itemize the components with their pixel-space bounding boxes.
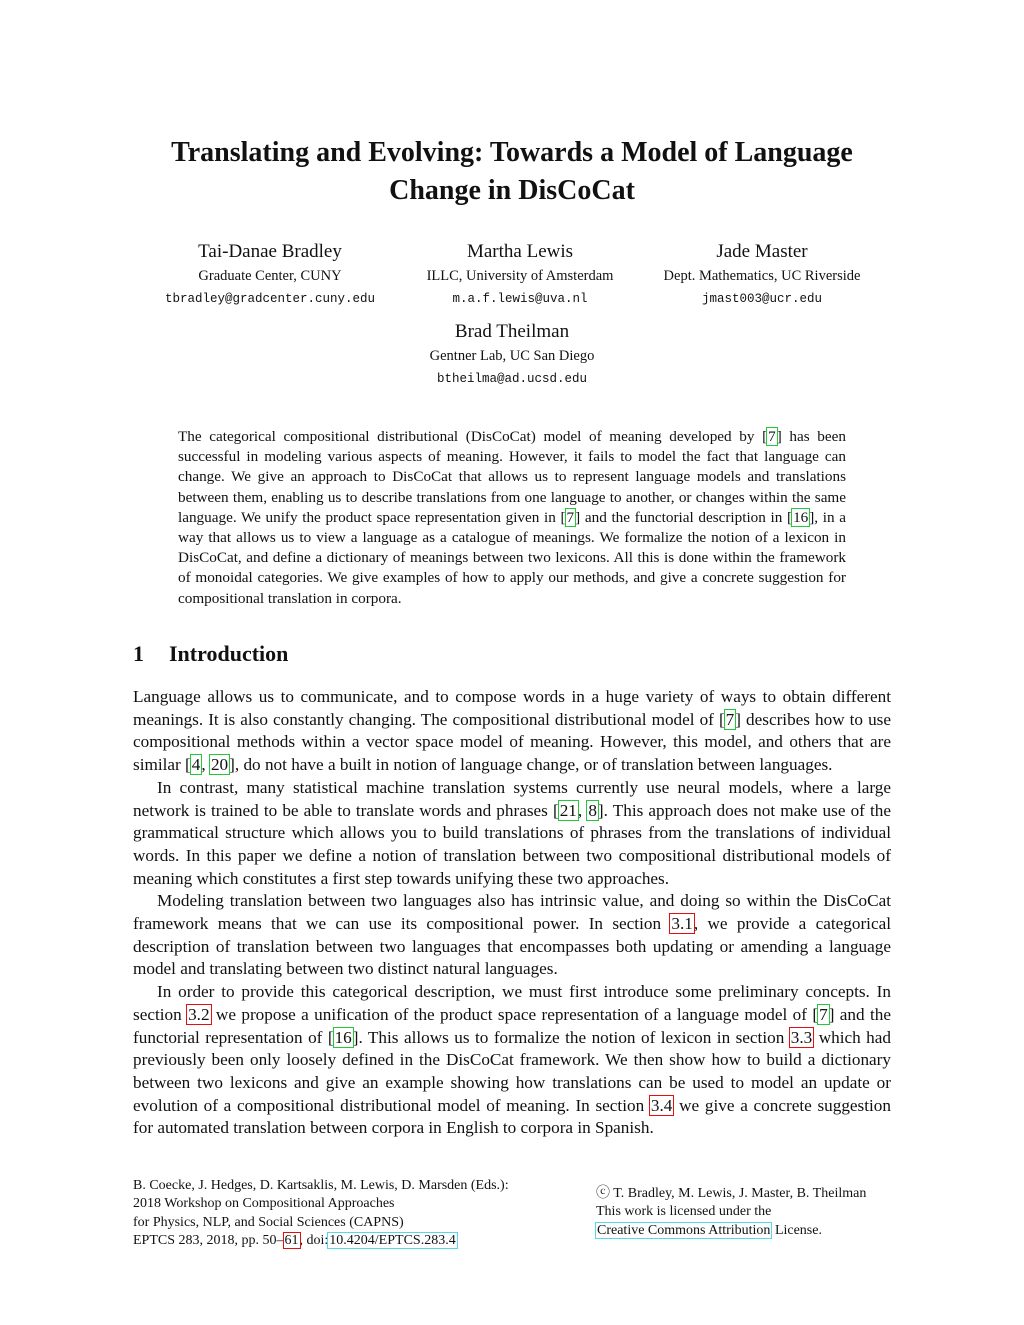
abstract	[178, 427, 846, 609]
paragraph	[133, 981, 891, 1140]
footer-text: EPTCS 283, 2018, pp. 50–	[133, 1232, 284, 1248]
paragraph-text: we propose a unification of the product space representation of a language model of [	[210, 1004, 819, 1024]
citation-link[interactable]: 16	[793, 508, 809, 526]
author-email[interactable]: m.a.f.lewis@uva.nl	[452, 292, 588, 306]
author-affiliation: ILLC, University of Amsterdam	[426, 268, 614, 284]
title-line-2: Change in DisCoCat	[389, 175, 635, 206]
author-affiliation: Graduate Center, CUNY	[198, 268, 342, 284]
abstract-text: The categorical compositional distributional (DisCoCat) model of meaning developed by [	[178, 428, 768, 445]
footer-line: This work is licensed under the	[596, 1204, 772, 1220]
citation-link[interactable]: 21	[559, 800, 577, 820]
paragraph-text: ]. This approach does not make use of the grammatical structure which allows you to build translations of phrases from the translations of individual words. In this paper we define a notion of translation between two compositional distributional models of meaning which constitutes a first step towards unifying these two approaches.	[133, 800, 892, 888]
author-block	[372, 320, 652, 390]
citation-link[interactable]: 7	[819, 1004, 828, 1024]
citation-link[interactable]: 16	[334, 1027, 352, 1047]
paragraph-text: ,	[577, 800, 588, 820]
license-link[interactable]: Creative Commons Attribution	[597, 1222, 771, 1238]
citation-link[interactable]: 7	[768, 428, 776, 445]
author-name: Jade Master	[716, 241, 808, 262]
paragraph-text: Modeling translation between two languages also has intrinsic value, and doing so within the DisCoCat framework means that we can use its compositional power. In section	[133, 891, 891, 934]
section-ref-link[interactable]: 3.1	[671, 914, 693, 934]
doi-link[interactable]: 10.4204/EPTCS.283.4	[329, 1232, 456, 1248]
page-end-link[interactable]: 61	[284, 1232, 299, 1248]
section-heading	[133, 639, 288, 669]
abstract-text: ] and the functorial description in [	[575, 508, 793, 526]
footer-line	[596, 1222, 916, 1240]
abstract-text: ], in a way that allows us to view a language as a catalogue of meanings. We formalize the notion of a lexicon in DisCoCat, and define a dictionary of meanings between two lexicons. All this is done within the framework of monoidal categories. We give examples of how to apply our methods, and give a concrete suggestion for compositional translation in corpora.	[178, 508, 846, 607]
citation-link[interactable]: 20	[210, 755, 229, 775]
paragraph-text: Language allows us to communicate, and to compose words in a huge variety of ways to obtain different meanings. It is also constantly changing. The compositional distributional model of [	[133, 687, 891, 729]
title-line-1: Translating and Evolving: Towards a Model of Language	[171, 137, 853, 168]
author-email[interactable]: tbradley@gradcenter.cuny.edu	[164, 292, 376, 306]
author-name: Martha Lewis	[466, 241, 574, 262]
abstract-text: ] has been successful in modeling various aspects of meaning. However, it fails to model the fact that language can change. We give an approach to DisCoCat that allows us to represent language models and translations between them, enabling us to describe translations from one language to another, or changes within the same language. We unify the product space representation given in [	[178, 428, 846, 526]
footer-line: B. Coecke, J. Hedges, D. Kartsaklis, M. Lewis, D. Marsden (Eds.):	[133, 1178, 509, 1193]
paragraph	[133, 777, 891, 891]
citation-link[interactable]: 7	[566, 508, 575, 526]
author-block	[622, 240, 902, 310]
copyright-icon: ⓒ	[596, 1186, 610, 1201]
footer-text: T. Bradley, M. Lewis, J. Master, B. Theilman	[610, 1186, 867, 1201]
author-affiliation: Dept. Mathematics, UC Riverside	[663, 268, 861, 284]
footer-license-info	[596, 1185, 916, 1240]
citation-link[interactable]: 7	[725, 709, 735, 729]
paragraph-text: ] and the functorial representation of [	[133, 1004, 891, 1047]
author-name: Tai-Danae Bradley	[198, 241, 342, 262]
paragraph-text: we give a concrete suggestion for automated translation between corpora in English to corpora in Spanish.	[133, 1095, 891, 1138]
footer-publication-info	[133, 1177, 553, 1250]
paragraph-text: ] describes how to use compositional methods within a vector space model of meaning. However, this model, and others that are similar [	[133, 709, 891, 775]
paragraph-text: , we provide a categorical description of translation between two languages that encompasses both updating or amending a language model and translating between two distinct natural languages.	[133, 914, 891, 979]
author-affiliation: Gentner Lab, UC San Diego	[429, 348, 595, 364]
paper-title	[140, 134, 884, 210]
section-ref-link[interactable]: 3.3	[790, 1027, 813, 1047]
paragraph-text: ], do not have a built in notion of language change, or of translation between languages.	[229, 755, 833, 775]
paragraph	[133, 686, 891, 777]
paragraph	[133, 890, 891, 981]
footer-text: License.	[771, 1222, 822, 1238]
footer-line: 2018 Workshop on Compositional Approaches	[133, 1196, 395, 1212]
footer-line	[596, 1185, 916, 1203]
citation-link[interactable]: 8	[588, 800, 597, 820]
paragraph-text: In contrast, many statistical machine translation systems currently use neural models, where a large network is trained to be able to translate words and phrases [	[133, 777, 891, 820]
author-email[interactable]: btheilma@ad.ucsd.edu	[436, 372, 588, 386]
section-title: Introduction	[169, 641, 289, 666]
footer-line: for Physics, NLP, and Social Sciences (CAPNS)	[133, 1214, 404, 1230]
paragraph-text: ,	[201, 755, 210, 775]
section-number: 1	[133, 641, 144, 666]
author-email[interactable]: jmast003@ucr.edu	[701, 292, 823, 306]
paragraph-text: which had previously been only loosely defined in the DisCoCat framework. We then show how to build a dictionary between two lexicons and give an example showing how translations can be used to model an update or evolution of a compositional distributional model of meaning. In section	[133, 1027, 891, 1115]
section-ref-link[interactable]: 3.4	[650, 1095, 673, 1115]
introduction-body	[133, 686, 891, 1140]
author-block	[130, 240, 410, 310]
footer-line	[133, 1232, 553, 1250]
citation-link[interactable]: 4	[191, 755, 201, 775]
section-ref-link[interactable]: 3.2	[188, 1004, 210, 1024]
paragraph-text: In order to provide this categorical description, we must first introduce some preliminary concepts. In section	[133, 982, 891, 1024]
author-block	[380, 240, 660, 310]
author-name: Brad Theilman	[454, 321, 570, 342]
footer-text: , doi:	[299, 1232, 329, 1248]
paragraph-text: ]. This allows us to formalize the notion of lexicon in section	[352, 1027, 790, 1047]
